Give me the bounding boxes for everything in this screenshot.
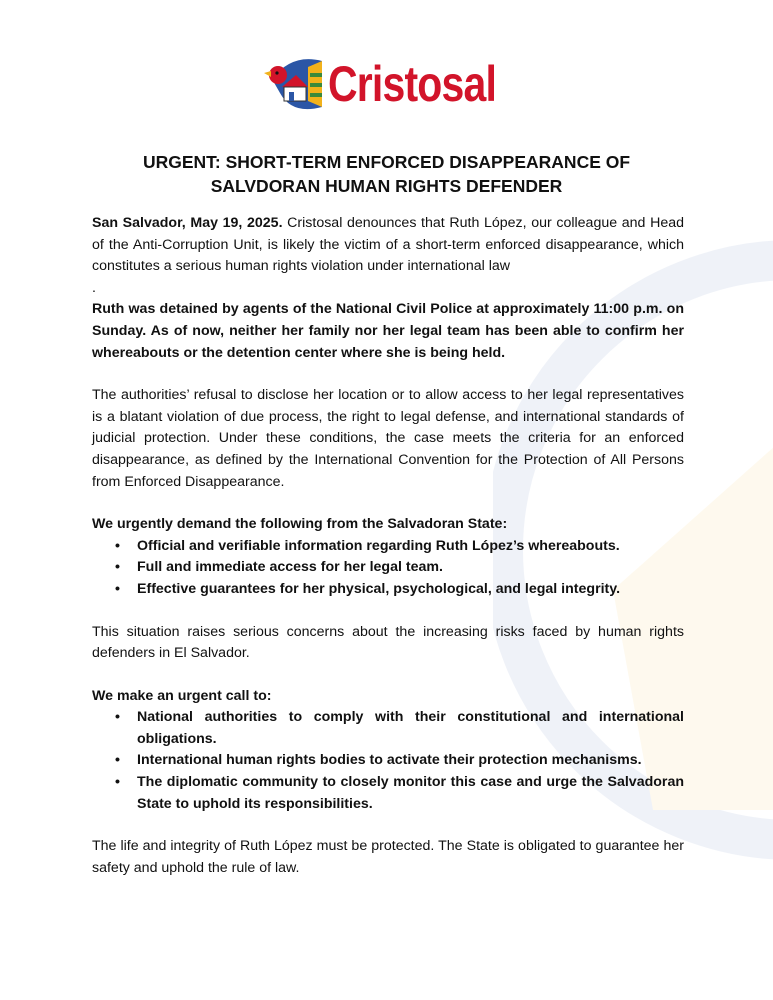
document-body xyxy=(92,213,684,940)
calls-section: We make an urgent call to: • National authorities to comply with their constitutional and international obligations. • International human rights bodies to activate their protection mechanisms. • The diplomatic community to closely monitor this case and urge the Salvadoran State to uphold its responsibilities. xyxy=(92,686,684,816)
demands-list xyxy=(92,536,684,601)
cristosal-logo xyxy=(262,52,533,116)
situation-paragraph: This situation raises serious concerns about the increasing risks faced by human rights defenders in El Salvador. xyxy=(92,623,684,662)
list-item: • International human rights bodies to activate their protection mechanisms. xyxy=(137,750,684,772)
list-item: • Official and verifiable information regarding Ruth López’s whereabouts. xyxy=(137,536,684,558)
logo-text: Cristosal xyxy=(328,56,497,112)
detention-paragraph: Ruth was detained by agents of the National Civil Police at approximately 11:00 p.m. on Sunday. As of now, neither her family nor her legal team has been able to confirm her whereabouts or the detention center where she is being held. xyxy=(92,301,684,361)
closing-paragraph: The life and integrity of Ruth López must be protected. The State is obligated to guarantee her safety and uphold the rule of law. xyxy=(92,838,684,876)
demands-section: We urgently demand the following from the Salvadoran State: • Official and verifiable information regarding Ruth López’s whereabouts. • Full and immediate access for her legal team. • Effective guarantees for her physical, psychological, and legal integrity. xyxy=(92,514,684,600)
list-item: • Effective guarantees for her physical, psychological, and legal integrity. xyxy=(137,579,684,601)
page-title: URGENT: SHORT-TERM ENFORCED DISAPPEARANCE OF SALVDORAN HUMAN RIGHTS DEFENDER xyxy=(142,152,631,196)
authorities-paragraph: The authorities’ refusal to disclose her location or to allow access to her legal representatives is a blatant violation of due process, the right to legal defense, and international standards of judicial protection. Under these conditions, the case meets the criteria for an enforced disappearance, as defined by the International Convention for the Protection of All Persons from Enforced Disappearance. xyxy=(92,387,684,490)
bird-house-icon xyxy=(262,53,324,115)
list-item: • The diplomatic community to closely monitor this case and urge the Salvadoran State to uphold its responsibilities. xyxy=(137,772,684,815)
list-item: • Full and immediate access for her legal team. xyxy=(137,557,684,579)
list-item: • National authorities to comply with their constitutional and international obligations. xyxy=(137,707,684,750)
calls-list xyxy=(92,707,684,815)
header xyxy=(0,0,773,213)
intro-paragraph: San Salvador, May 19, 2025. Cristosal denounces that Ruth López, our colleague and Head of the Anti-Corruption Unit, is likely the victim of a short-term enforced disappearance, which constitutes a serious human rights violation under international law . xyxy=(92,215,684,296)
